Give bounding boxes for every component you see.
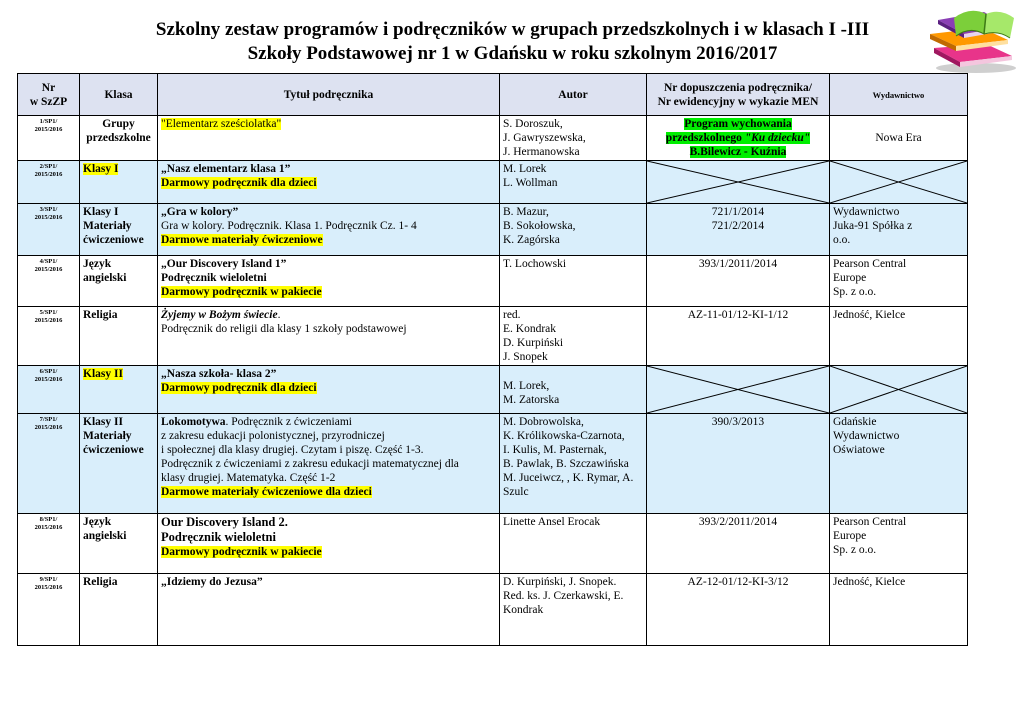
table-row [18,514,968,574]
table-row [18,204,968,256]
row-autor: T. Lochowski [500,256,647,307]
header-tytul: Tytuł podręcznika [158,74,500,116]
row-number: 5/SP1/ 2015/2016 [18,307,80,366]
row-number: 7/SP1/ 2015/2016 [18,414,80,514]
books-icon [924,4,1020,74]
row-title: „Idziemy do Jezusa” [158,574,500,646]
row-dopuszczenie: 390/3/2013 [647,414,830,514]
row-title: „Our Discovery Island 1” Podręcznik wieloletni Darmowy podręcznik w pakiecie [158,256,500,307]
row-autor: Linette Ansel Erocak [500,514,647,574]
row-title: Lokomotywa. Podręcznik z ćwiczeniami z zakresu edukacji polonistycznej, przyrodniczej i społecznej dla klasy drugiej. Czytam i piszę. Część 1-3. Podręcznik z ćwiczeniami z zakresu edukacji matematycznej dla klasy drugiej. Matematyka. Część 1-2 Darmowe materiały ćwiczeniowe dla dzieci [158,414,500,514]
row-klasa: Klasy II Materiały ćwiczeniowe [80,414,158,514]
row-dopuszczenie: 721/1/2014 721/2/2014 [647,204,830,256]
row-wydawnictwo-empty [830,161,968,204]
page-title-line2: Szkoły Podstawowej nr 1 w Gdańsku w roku szkolnym 2016/2017 [247,43,778,64]
row-wydawnictwo-empty [830,366,968,414]
table-row [18,161,968,204]
row-number: 2/SP1/ 2015/2016 [18,161,80,204]
row-klasa: Język angielski [80,256,158,307]
table-row [18,574,968,646]
row-wydawnictwo: Jedność, Kielce [830,574,968,646]
row-title: "Elementarz sześciolatka" [158,116,500,161]
row-wydawnictwo: Nowa Era [830,116,968,161]
table-row [18,256,968,307]
row-number: 8/SP1/ 2015/2016 [18,514,80,574]
row-title: „Nasza szkoła- klasa 2” Darmowy podręcznik dla dzieci [158,366,500,414]
row-title: „Gra w kolory” Gra w kolory. Podręcznik. Klasa 1. Podręcznik Cz. 1- 4 Darmowe materiały ćwiczeniowe [158,204,500,256]
row-klasa: Grupy przedszkolne [80,116,158,161]
header-dopuszczenie: Nr dopuszczenia podręcznika/ Nr ewidencyjny w wykazie MEN [647,74,830,116]
row-wydawnictwo: Wydawnictwo Juka-91 Spółka z o.o. [830,204,968,256]
row-dopuszczenie: 393/1/2011/2014 [647,256,830,307]
row-number: 4/SP1/ 2015/2016 [18,256,80,307]
header-nr: Nr w SzZP [18,74,80,116]
row-dopuszczenie: 393/2/2011/2014 [647,514,830,574]
row-autor: M. Lorek L. Wollman [500,161,647,204]
row-number: 1/SP1/ 2015/2016 [18,116,80,161]
row-dopuszczenie: AZ-11-01/12-KI-1/12 [647,307,830,366]
table-row [18,116,968,161]
header-autor: Autor [500,74,647,116]
row-number: 9/SP1/ 2015/2016 [18,574,80,646]
row-klasa: Religia [80,307,158,366]
row-wydawnictwo: Pearson Central Europe Sp. z o.o. [830,256,968,307]
row-title: „Nasz elementarz klasa 1” Darmowy podręcznik dla dzieci [158,161,500,204]
row-autor: D. Kurpiński, J. Snopek. Red. ks. J. Czerkawski, E. Kondrak [500,574,647,646]
table-row [18,307,968,366]
row-autor: red. E. Kondrak D. Kurpiński J. Snopek [500,307,647,366]
row-autor: S. Doroszuk, J. Gawryszewska, J. Hermanowska [500,116,647,161]
table-row [18,366,968,414]
row-autor: M. Lorek, M. Zatorska [500,366,647,414]
row-title: Żyjemy w Bożym świecie. Podręcznik do religii dla klasy 1 szkoły podstawowej [158,307,500,366]
row-autor: B. Mazur, B. Sokołowska, K. Zagórska [500,204,647,256]
row-dopuszczenie: AZ-12-01/12-KI-3/12 [647,574,830,646]
row-klasa: Język angielski [80,514,158,574]
row-dopuszczenie-empty [647,366,830,414]
row-klasa: Klasy I Materiały ćwiczeniowe [80,204,158,256]
header-wydawnictwo: Wydawnictwo [830,74,968,116]
textbook-table [17,73,968,646]
row-dopuszczenie-empty [647,161,830,204]
row-klasa: Klasy I [80,161,158,204]
row-number: 6/SP1/ 2015/2016 [18,366,80,414]
row-wydawnictwo: Jedność, Kielce [830,307,968,366]
row-dopuszczenie: Program wychowania przedszkolnego "Ku dziecku" B.Bilewicz - Kuźnia [647,116,830,161]
row-wydawnictwo: Gdańskie Wydawnictwo Oświatowe [830,414,968,514]
header-klasa: Klasa [80,74,158,116]
row-klasa: Klasy II [80,366,158,414]
row-autor: M. Dobrowolska, K. Królikowska-Czarnota, I. Kulis, M. Pasternak, B. Pawlak, B. Szczawińska M. Juceiwcz, , K. Rymar, A. Szulc [500,414,647,514]
row-number: 3/SP1/ 2015/2016 [18,204,80,256]
table-row [18,414,968,514]
row-wydawnictwo: Pearson Central Europe Sp. z o.o. [830,514,968,574]
row-klasa: Religia [80,574,158,646]
page-title-line1: Szkolny zestaw programów i podręczników w grupach przedszkolnych i w klasach I -III [155,19,870,40]
row-title: Our Discovery Island 2. Podręcznik wieloletni Darmowy podręcznik w pakiecie [158,514,500,574]
